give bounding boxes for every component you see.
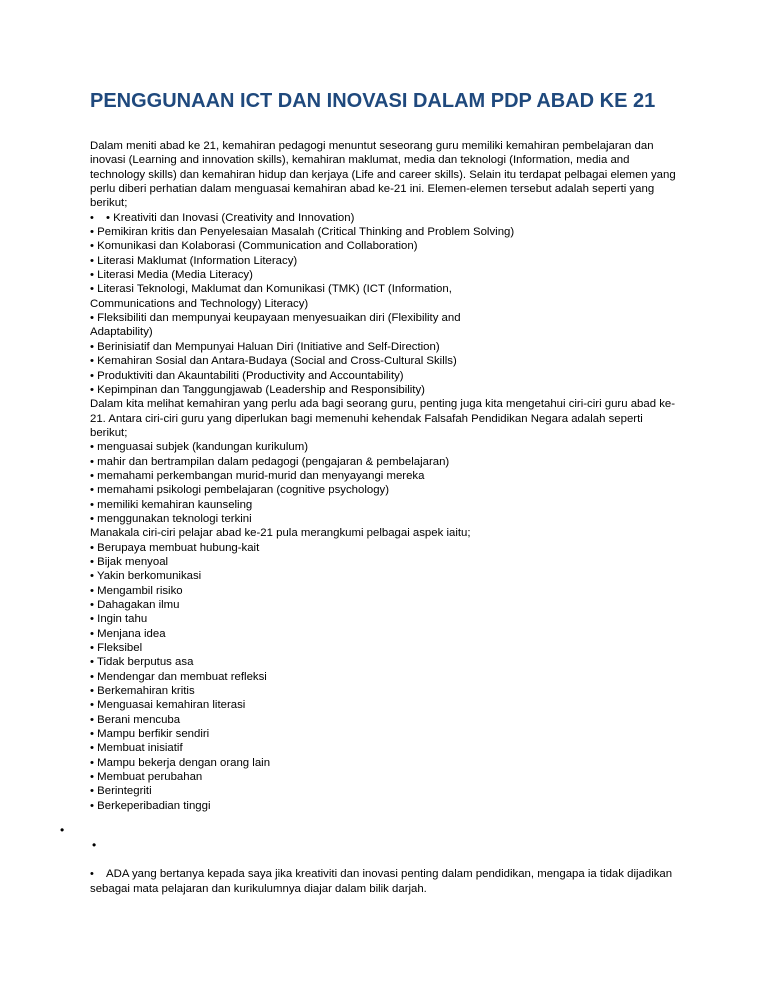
student-trait-item: • Mendengar dan membuat refleksi xyxy=(90,670,267,683)
student-trait-item: • Berkeperibadian tinggi xyxy=(90,799,211,812)
student-traits-list xyxy=(90,541,680,814)
final-paragraph-item xyxy=(90,867,680,896)
student-trait-item: • Membuat perubahan xyxy=(90,771,203,784)
student-trait-item: • Berupaya membuat hubung-kait xyxy=(90,541,260,554)
teacher-trait-item: • menggunakan teknologi terkini xyxy=(90,512,252,525)
teacher-trait-item: • memahami perkembangan murid-murid dan menyayangi mereka xyxy=(90,469,425,482)
student-trait-item: • Berintegriti xyxy=(90,785,152,798)
student-trait-item: • Yakin berkomunikasi xyxy=(90,570,202,583)
skill-item: • Komunikasi dan Kolaborasi (Communication and Collaboration) xyxy=(90,240,418,253)
skill-item: • Fleksibiliti dan mempunyai keupayaan menyesuaikan diri (Flexibility and Adaptability) xyxy=(90,312,461,339)
skills-first-text: • Kreativiti dan Inovasi (Creativity and Innovation) xyxy=(106,211,355,224)
student-trait-item: • Mampu bekerja dengan orang lain xyxy=(90,756,271,769)
skill-item: • Kepimpinan dan Tanggungjawab (Leadership and Responsibility) xyxy=(90,383,425,396)
bullet-icon: • xyxy=(90,211,94,224)
student-trait-item: • Berani mencuba xyxy=(90,713,181,726)
skill-item: • Literasi Maklumat (Information Literacy) xyxy=(90,254,298,267)
teacher-intro-paragraph: Dalam kita melihat kemahiran yang perlu ada bagi seorang guru, penting juga kita mengetahui ciri-ciri guru abad ke-21. Antara ciri-ciri guru yang diperlukan bagi memenuhi kehendak Falsafah Pendidikan Negara adalah seperti berikut; xyxy=(90,398,676,439)
skill-item: • Produktiviti dan Akauntabiliti (Productivity and Accountability) xyxy=(90,369,404,382)
skill-item: • Literasi Media (Media Literacy) xyxy=(90,269,253,282)
student-trait-item: • Bijak menyoal xyxy=(90,555,169,568)
student-intro-paragraph: Manakala ciri-ciri pelajar abad ke-21 pula merangkumi pelbagai aspek iaitu; xyxy=(90,527,471,540)
student-trait-item: • Mampu berfikir sendiri xyxy=(90,728,210,741)
bullet-icon: • xyxy=(92,838,97,852)
teacher-traits-list xyxy=(90,440,680,526)
skill-item: • Kemahiran Sosial dan Antara-Budaya (Social and Cross-Cultural Skills) xyxy=(90,355,457,368)
student-trait-item: • Menjana idea xyxy=(90,627,166,640)
student-trait-item: • Menguasai kemahiran literasi xyxy=(90,699,246,712)
skills-first-item xyxy=(90,211,680,225)
skill-item: • Literasi Teknologi, Maklumat dan Komunikasi (TMK) (ICT (Information, Communications and Technology) Literacy) xyxy=(90,283,452,310)
page-title: PENGGUNAAN ICT DAN INOVASI DALAM PDP ABAD KE 21 xyxy=(90,90,656,112)
bullet-icon: • xyxy=(60,823,65,837)
teacher-trait-item: • memahami psikologi pembelajaran (cognitive psychology) xyxy=(90,484,390,497)
student-trait-item: • Berkemahiran kritis xyxy=(90,685,195,698)
final-paragraph: ADA yang bertanya kepada saya jika kreativiti dan inovasi penting dalam pendidikan, mengapa ia tidak dijadikan sebagai mata pelajaran dan kurikulumnya diajar dalam bilik darjah. xyxy=(90,868,673,895)
teacher-trait-item: • mahir dan bertrampilan dalam pedagogi (pengajaran & pembelajaran) xyxy=(90,455,450,468)
student-trait-item: • Tidak berputus asa xyxy=(90,656,194,669)
skill-item: • Pemikiran kritis dan Penyelesaian Masalah (Critical Thinking and Problem Solving) xyxy=(90,226,515,239)
bullet-icon: • xyxy=(90,868,94,880)
skills-list xyxy=(90,225,680,397)
intro-paragraph: Dalam meniti abad ke 21, kemahiran pedagogi menuntut seseorang guru memiliki kemahiran pembelajaran dan inovasi (Learning and innovation skills), kemahiran maklumat, media dan teknologi (Information, media and technology skills) dan kemahiran hidup dan kerjaya (Life and career skills). Selain itu terdapat pelbagai elemen yang perlu diberi perhatian dalam menguasai kemahiran abad ke-21 ini. Elemen-elemen tersebut adalah seperti yang berikut; xyxy=(90,140,676,210)
student-trait-item: • Mengambil risiko xyxy=(90,584,183,597)
student-trait-item: • Fleksibel xyxy=(90,642,143,655)
student-trait-item: • Membuat inisiatif xyxy=(90,742,183,755)
student-trait-item: • Ingin tahu xyxy=(90,613,148,626)
document-body xyxy=(90,139,680,813)
teacher-trait-item: • memiliki kemahiran kaunseling xyxy=(90,498,253,511)
teacher-trait-item: • menguasai subjek (kandungan kurikulum) xyxy=(90,441,308,454)
skill-item: • Berinisiatif dan Mempunyai Haluan Diri (Initiative and Self-Direction) xyxy=(90,340,440,353)
student-trait-item: • Dahagakan ilmu xyxy=(90,599,180,611)
